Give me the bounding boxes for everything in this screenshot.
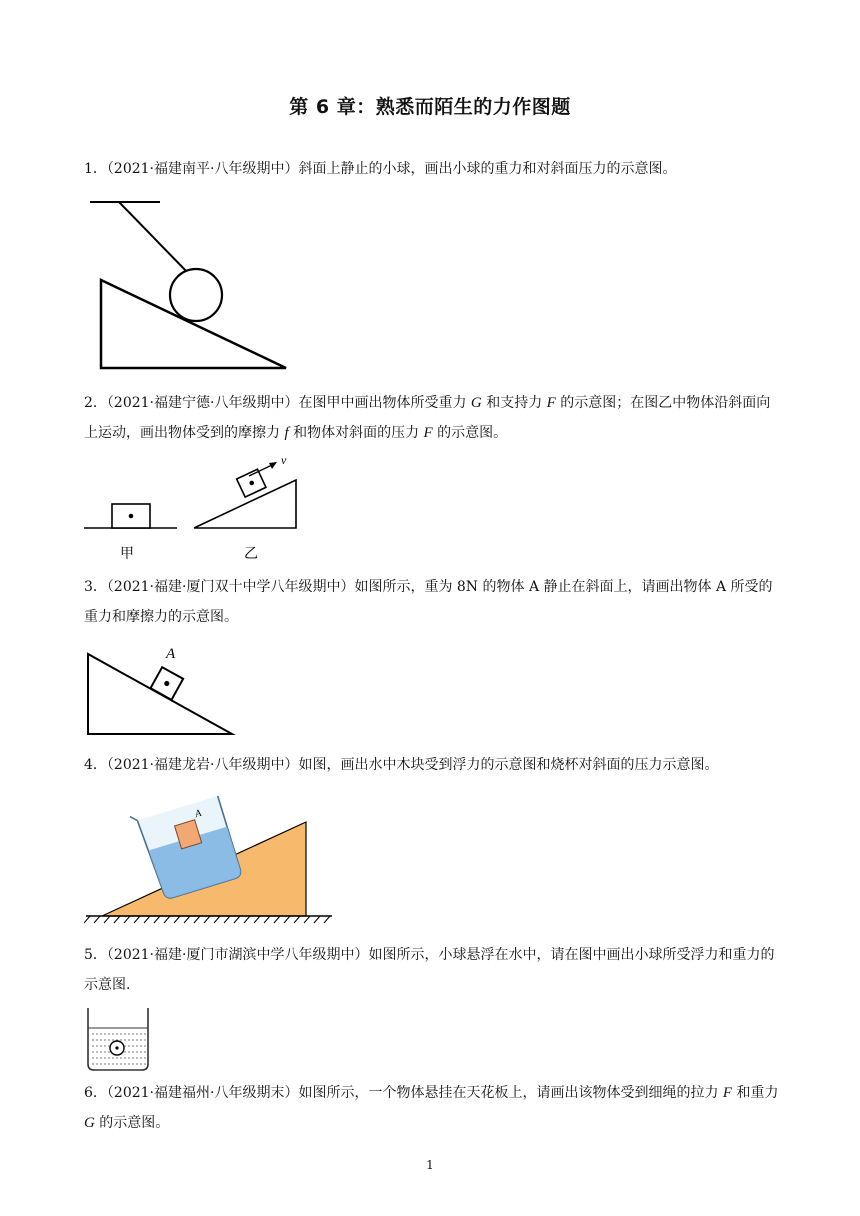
- question-6: 6．（2021·福建福州·八年级期末）如图所示，一个物体悬挂在天花板上，请画出该物体受到细绳的拉力 F 和重力 G 的示意图。: [84, 1085, 779, 1131]
- question-text: 斜面上静止的小球，画出小球的重力和对斜面压力的示意图。: [298, 161, 677, 177]
- block-label-A: A: [193, 807, 203, 821]
- question-4: 4．（2021·福建龙岩·八年级期中）如图，画出水中木块受到浮力的示意图和烧杯对斜面的压力示意图。: [84, 757, 719, 773]
- figure-5-ball-in-water: [84, 1004, 154, 1074]
- page-title: 第 6 章：熟悉而陌生的力作图题: [289, 96, 571, 118]
- figure-1-ball-on-incline: [84, 196, 294, 371]
- question-5: 5．（2021·福建·厦门市湖滨中学八年级期中）如图所示，小球悬浮在水中，请在图中画出小球所受浮力和重力的示意图.: [84, 947, 775, 993]
- string: [119, 202, 189, 274]
- label-yi: 乙: [244, 546, 258, 562]
- figure-3-block-on-incline: [84, 640, 244, 738]
- block-center-dot: [129, 514, 134, 519]
- block-label-A: A: [166, 646, 176, 662]
- figure-2: [84, 452, 314, 564]
- ground-hatching: [84, 916, 330, 923]
- question-1: [84, 154, 780, 184]
- block-A: [151, 667, 184, 700]
- beaker: [88, 1008, 148, 1070]
- ball: [170, 269, 222, 321]
- question-source: （2021·福建南平·八年级期中）: [106, 161, 299, 177]
- figure-4-beaker-on-slope: [84, 786, 340, 926]
- velocity-arrow: [249, 464, 274, 476]
- page-number: 1: [426, 1158, 434, 1172]
- block-yi: [237, 469, 266, 497]
- question-number: 1．: [84, 161, 107, 177]
- label-jia: 甲: [120, 546, 134, 562]
- question-2: 2．（2021·福建宁德·八年级期中）在图甲中画出物体所受重力 G 和支持力 F 的示意图；在图乙中物体沿斜面向上运动，画出物体受到的摩擦力 f 和物体对斜面的压力 F 的示意图。: [84, 395, 771, 441]
- question-3: 3．（2021·福建·厦门双十中学八年级期中）如图所示，重为 8N 的物体 A 静止在斜面上，请画出物体 A 所受的重力和摩擦力的示意图。: [84, 579, 773, 625]
- velocity-label: v: [281, 453, 287, 467]
